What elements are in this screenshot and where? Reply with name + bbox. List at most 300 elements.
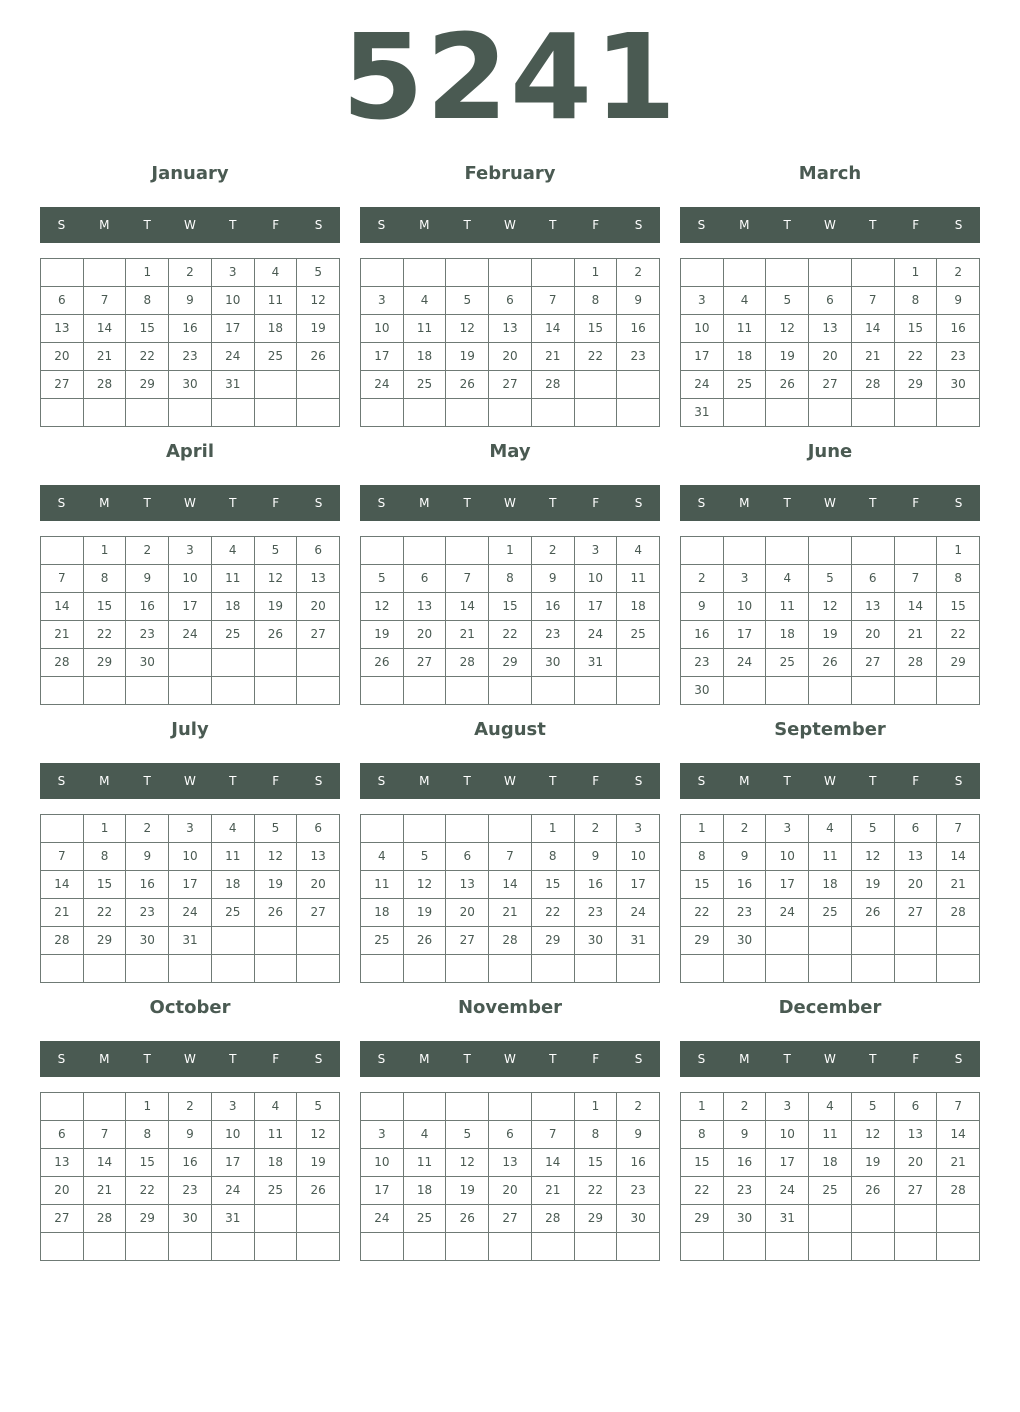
day-cell: 2 <box>617 259 660 287</box>
empty-cell <box>404 1233 447 1261</box>
day-cell: 26 <box>852 1177 895 1205</box>
day-cell: 8 <box>681 843 724 871</box>
weekday-label: S <box>377 774 386 788</box>
weekday-label: T <box>869 496 877 510</box>
empty-cell <box>852 537 895 565</box>
day-cell: 15 <box>681 1149 724 1177</box>
day-cell: 15 <box>895 315 938 343</box>
day-cell: 17 <box>361 1177 404 1205</box>
weekday-label: S <box>634 218 643 232</box>
empty-cell <box>41 677 84 705</box>
empty-cell <box>84 1233 127 1261</box>
day-cell: 16 <box>681 621 724 649</box>
day-cell: 10 <box>681 315 724 343</box>
day-cell: 30 <box>617 1205 660 1233</box>
empty-cell <box>937 677 980 705</box>
day-cell: 21 <box>937 871 980 899</box>
day-cell: 22 <box>681 1177 724 1205</box>
day-cell: 15 <box>937 593 980 621</box>
day-cell: 17 <box>681 343 724 371</box>
day-cell: 22 <box>575 1177 618 1205</box>
day-cell: 30 <box>937 371 980 399</box>
day-cell: 16 <box>937 315 980 343</box>
day-cell: 11 <box>255 287 298 315</box>
weekday-label: T <box>143 774 151 788</box>
empty-cell <box>446 537 489 565</box>
day-cell: 9 <box>937 287 980 315</box>
weekday-label: S <box>314 218 323 232</box>
day-cell: 29 <box>489 649 532 677</box>
day-cell: 9 <box>169 1121 212 1149</box>
weekday-label: M <box>99 774 110 788</box>
day-cell: 12 <box>446 315 489 343</box>
day-cell: 24 <box>361 1205 404 1233</box>
day-cell: 28 <box>895 649 938 677</box>
day-grid <box>360 814 660 983</box>
empty-cell <box>212 955 255 983</box>
day-cell: 18 <box>404 1177 447 1205</box>
day-cell: 6 <box>809 287 852 315</box>
day-cell: 7 <box>84 287 127 315</box>
year-title: 5241 <box>341 8 679 146</box>
day-cell: 1 <box>532 815 575 843</box>
day-cell: 8 <box>126 1121 169 1149</box>
empty-cell <box>766 399 809 427</box>
day-cell: 27 <box>297 899 340 927</box>
day-cell: 1 <box>489 537 532 565</box>
day-cell: 17 <box>766 1149 809 1177</box>
day-cell: 8 <box>489 565 532 593</box>
weekday-header <box>680 207 980 243</box>
day-cell: 26 <box>255 899 298 927</box>
day-cell: 11 <box>404 1149 447 1177</box>
day-cell: 9 <box>169 287 212 315</box>
day-cell: 26 <box>446 371 489 399</box>
empty-cell <box>852 399 895 427</box>
day-cell: 26 <box>404 927 447 955</box>
day-cell: 2 <box>126 815 169 843</box>
day-cell: 19 <box>446 343 489 371</box>
month-name: July <box>171 719 209 740</box>
weekday-label: M <box>739 774 750 788</box>
day-cell: 2 <box>169 1093 212 1121</box>
day-grid <box>360 1092 660 1261</box>
month-april <box>40 428 340 706</box>
day-cell: 6 <box>41 1121 84 1149</box>
day-cell: 13 <box>809 315 852 343</box>
day-cell: 6 <box>41 287 84 315</box>
day-cell: 22 <box>126 343 169 371</box>
day-cell: 23 <box>126 621 169 649</box>
day-cell: 8 <box>84 843 127 871</box>
day-cell: 17 <box>575 593 618 621</box>
month-name: February <box>464 163 556 184</box>
day-cell: 8 <box>937 565 980 593</box>
day-cell: 2 <box>126 537 169 565</box>
day-cell: 22 <box>126 1177 169 1205</box>
empty-cell <box>404 955 447 983</box>
day-cell: 9 <box>126 565 169 593</box>
day-cell: 30 <box>532 649 575 677</box>
day-cell: 12 <box>809 593 852 621</box>
day-cell: 27 <box>489 371 532 399</box>
empty-cell <box>532 1233 575 1261</box>
day-cell: 5 <box>809 565 852 593</box>
empty-cell <box>575 955 618 983</box>
empty-cell <box>489 259 532 287</box>
day-cell: 26 <box>852 899 895 927</box>
empty-cell <box>212 927 255 955</box>
day-cell: 11 <box>361 871 404 899</box>
weekday-label: F <box>272 218 280 232</box>
day-cell: 29 <box>895 371 938 399</box>
month-august <box>360 706 660 984</box>
empty-cell <box>126 399 169 427</box>
empty-cell <box>575 677 618 705</box>
day-cell: 29 <box>681 1205 724 1233</box>
weekday-label: W <box>504 1052 516 1066</box>
weekday-label: S <box>954 496 963 510</box>
day-cell: 8 <box>84 565 127 593</box>
empty-cell <box>532 399 575 427</box>
empty-cell <box>361 677 404 705</box>
weekday-label: T <box>143 218 151 232</box>
day-cell: 21 <box>532 343 575 371</box>
day-cell: 16 <box>532 593 575 621</box>
months-grid <box>40 150 980 1262</box>
weekday-label: S <box>634 496 643 510</box>
day-cell: 21 <box>84 1177 127 1205</box>
empty-cell <box>41 259 84 287</box>
empty-cell <box>809 1233 852 1261</box>
day-cell: 30 <box>681 677 724 705</box>
day-cell: 12 <box>446 1149 489 1177</box>
month-name: December <box>778 997 882 1018</box>
empty-cell <box>617 955 660 983</box>
day-cell: 18 <box>361 899 404 927</box>
day-cell: 10 <box>169 843 212 871</box>
month-may <box>360 428 660 706</box>
day-cell: 19 <box>852 871 895 899</box>
month-name: November <box>457 997 563 1018</box>
empty-cell <box>937 399 980 427</box>
weekday-label: T <box>229 774 237 788</box>
day-cell: 2 <box>617 1093 660 1121</box>
weekday-label: T <box>463 774 471 788</box>
empty-cell <box>446 955 489 983</box>
day-grid <box>680 1092 980 1261</box>
day-cell: 22 <box>575 343 618 371</box>
weekday-label: T <box>783 496 791 510</box>
day-cell: 24 <box>681 371 724 399</box>
weekday-label: F <box>272 496 280 510</box>
day-cell: 14 <box>532 1149 575 1177</box>
day-cell: 19 <box>404 899 447 927</box>
day-cell: 15 <box>84 871 127 899</box>
day-cell: 25 <box>809 1177 852 1205</box>
empty-cell <box>937 955 980 983</box>
day-cell: 28 <box>489 927 532 955</box>
day-cell: 30 <box>169 371 212 399</box>
weekday-label: F <box>912 774 920 788</box>
day-grid <box>360 258 660 427</box>
weekday-label: S <box>314 496 323 510</box>
month-name: May <box>489 441 531 462</box>
empty-cell <box>297 955 340 983</box>
weekday-label: T <box>463 1052 471 1066</box>
day-grid <box>360 536 660 705</box>
day-cell: 1 <box>937 537 980 565</box>
month-march <box>680 150 980 428</box>
day-cell: 24 <box>361 371 404 399</box>
day-cell: 20 <box>41 1177 84 1205</box>
day-cell: 3 <box>212 1093 255 1121</box>
weekday-label: S <box>697 218 706 232</box>
day-cell: 17 <box>212 1149 255 1177</box>
empty-cell <box>404 1093 447 1121</box>
day-cell: 23 <box>617 343 660 371</box>
weekday-label: S <box>377 218 386 232</box>
day-cell: 28 <box>937 899 980 927</box>
day-cell: 29 <box>532 927 575 955</box>
day-cell: 2 <box>532 537 575 565</box>
empty-cell <box>361 537 404 565</box>
empty-cell <box>255 677 298 705</box>
day-cell: 24 <box>169 621 212 649</box>
empty-cell <box>532 1093 575 1121</box>
empty-cell <box>489 815 532 843</box>
day-cell: 5 <box>852 1093 895 1121</box>
empty-cell <box>766 677 809 705</box>
weekday-label: T <box>869 218 877 232</box>
day-cell: 1 <box>84 537 127 565</box>
empty-cell <box>766 955 809 983</box>
day-cell: 29 <box>937 649 980 677</box>
empty-cell <box>404 399 447 427</box>
day-cell: 6 <box>297 537 340 565</box>
empty-cell <box>297 649 340 677</box>
weekday-label: W <box>824 1052 836 1066</box>
day-cell: 23 <box>169 1177 212 1205</box>
day-cell: 2 <box>724 1093 767 1121</box>
empty-cell <box>297 399 340 427</box>
empty-cell <box>895 677 938 705</box>
day-cell: 9 <box>617 287 660 315</box>
day-cell: 31 <box>169 927 212 955</box>
day-cell: 17 <box>361 343 404 371</box>
empty-cell <box>361 1093 404 1121</box>
day-cell: 10 <box>361 315 404 343</box>
day-cell: 11 <box>724 315 767 343</box>
day-cell: 17 <box>212 315 255 343</box>
day-cell: 24 <box>169 899 212 927</box>
day-cell: 31 <box>681 399 724 427</box>
day-cell: 22 <box>681 899 724 927</box>
day-cell: 19 <box>361 621 404 649</box>
day-cell: 27 <box>297 621 340 649</box>
day-cell: 10 <box>212 1121 255 1149</box>
weekday-label: S <box>314 1052 323 1066</box>
empty-cell <box>895 399 938 427</box>
day-cell: 16 <box>724 1149 767 1177</box>
day-cell: 11 <box>766 593 809 621</box>
day-cell: 7 <box>532 287 575 315</box>
day-cell: 3 <box>766 1093 809 1121</box>
day-cell: 17 <box>724 621 767 649</box>
day-cell: 8 <box>575 1121 618 1149</box>
day-cell: 29 <box>126 371 169 399</box>
weekday-header <box>680 485 980 521</box>
weekday-label: S <box>57 496 66 510</box>
weekday-label: F <box>272 1052 280 1066</box>
day-grid <box>680 536 980 705</box>
empty-cell <box>617 399 660 427</box>
empty-cell <box>212 1233 255 1261</box>
day-cell: 15 <box>681 871 724 899</box>
day-cell: 1 <box>681 815 724 843</box>
day-cell: 13 <box>297 843 340 871</box>
day-cell: 18 <box>617 593 660 621</box>
weekday-label: F <box>912 496 920 510</box>
empty-cell <box>809 537 852 565</box>
day-cell: 28 <box>84 371 127 399</box>
day-cell: 24 <box>575 621 618 649</box>
empty-cell <box>937 927 980 955</box>
empty-cell <box>41 399 84 427</box>
empty-cell <box>681 259 724 287</box>
day-cell: 18 <box>766 621 809 649</box>
day-cell: 5 <box>852 815 895 843</box>
day-cell: 2 <box>169 259 212 287</box>
day-cell: 7 <box>937 1093 980 1121</box>
day-cell: 2 <box>724 815 767 843</box>
day-cell: 7 <box>41 565 84 593</box>
day-cell: 6 <box>852 565 895 593</box>
day-cell: 27 <box>489 1205 532 1233</box>
day-cell: 20 <box>297 871 340 899</box>
day-cell: 22 <box>84 621 127 649</box>
day-cell: 4 <box>724 287 767 315</box>
month-july <box>40 706 340 984</box>
day-cell: 6 <box>489 287 532 315</box>
day-cell: 21 <box>41 621 84 649</box>
day-cell: 24 <box>724 649 767 677</box>
empty-cell <box>766 927 809 955</box>
day-grid <box>40 258 340 427</box>
empty-cell <box>681 1233 724 1261</box>
day-cell: 29 <box>681 927 724 955</box>
day-cell: 28 <box>937 1177 980 1205</box>
weekday-label: S <box>954 218 963 232</box>
day-cell: 23 <box>169 343 212 371</box>
weekday-label: W <box>504 496 516 510</box>
day-cell: 23 <box>681 649 724 677</box>
day-cell: 8 <box>681 1121 724 1149</box>
month-name: January <box>151 163 229 184</box>
day-cell: 30 <box>575 927 618 955</box>
day-cell: 11 <box>617 565 660 593</box>
weekday-label: S <box>634 774 643 788</box>
day-cell: 6 <box>297 815 340 843</box>
empty-cell <box>895 955 938 983</box>
empty-cell <box>41 815 84 843</box>
empty-cell <box>404 677 447 705</box>
weekday-label: S <box>697 496 706 510</box>
empty-cell <box>809 259 852 287</box>
empty-cell <box>681 955 724 983</box>
empty-cell <box>724 259 767 287</box>
empty-cell <box>937 1205 980 1233</box>
weekday-label: M <box>419 496 430 510</box>
day-cell: 3 <box>617 815 660 843</box>
day-cell: 19 <box>255 593 298 621</box>
day-cell: 15 <box>489 593 532 621</box>
day-cell: 11 <box>212 565 255 593</box>
weekday-label: M <box>739 1052 750 1066</box>
empty-cell <box>361 815 404 843</box>
empty-cell <box>446 815 489 843</box>
day-cell: 22 <box>937 621 980 649</box>
empty-cell <box>297 371 340 399</box>
weekday-label: S <box>697 1052 706 1066</box>
weekday-label: W <box>504 218 516 232</box>
day-cell: 20 <box>446 899 489 927</box>
weekday-label: S <box>377 496 386 510</box>
weekday-label: S <box>697 774 706 788</box>
day-cell: 2 <box>575 815 618 843</box>
day-cell: 23 <box>575 899 618 927</box>
day-cell: 8 <box>575 287 618 315</box>
day-cell: 17 <box>169 593 212 621</box>
empty-cell <box>617 371 660 399</box>
day-cell: 13 <box>489 1149 532 1177</box>
day-cell: 7 <box>895 565 938 593</box>
day-cell: 28 <box>532 1205 575 1233</box>
month-name: April <box>165 441 215 462</box>
day-cell: 23 <box>617 1177 660 1205</box>
day-cell: 24 <box>766 899 809 927</box>
empty-cell <box>575 399 618 427</box>
day-cell: 11 <box>404 315 447 343</box>
day-cell: 5 <box>297 1093 340 1121</box>
weekday-header <box>40 1041 340 1077</box>
day-cell: 26 <box>255 621 298 649</box>
empty-cell <box>126 1233 169 1261</box>
day-cell: 9 <box>126 843 169 871</box>
day-cell: 12 <box>766 315 809 343</box>
empty-cell <box>84 259 127 287</box>
day-cell: 21 <box>532 1177 575 1205</box>
weekday-label: W <box>824 496 836 510</box>
weekday-label: S <box>954 1052 963 1066</box>
day-cell: 12 <box>852 843 895 871</box>
day-cell: 15 <box>126 315 169 343</box>
day-cell: 9 <box>532 565 575 593</box>
empty-cell <box>361 259 404 287</box>
empty-cell <box>169 955 212 983</box>
month-name: September <box>774 719 886 740</box>
day-cell: 24 <box>212 343 255 371</box>
day-cell: 9 <box>724 843 767 871</box>
empty-cell <box>255 927 298 955</box>
day-cell: 4 <box>212 815 255 843</box>
day-cell: 12 <box>297 1121 340 1149</box>
empty-cell <box>895 537 938 565</box>
day-cell: 15 <box>532 871 575 899</box>
day-cell: 6 <box>895 1093 938 1121</box>
day-cell: 20 <box>489 1177 532 1205</box>
day-cell: 6 <box>404 565 447 593</box>
